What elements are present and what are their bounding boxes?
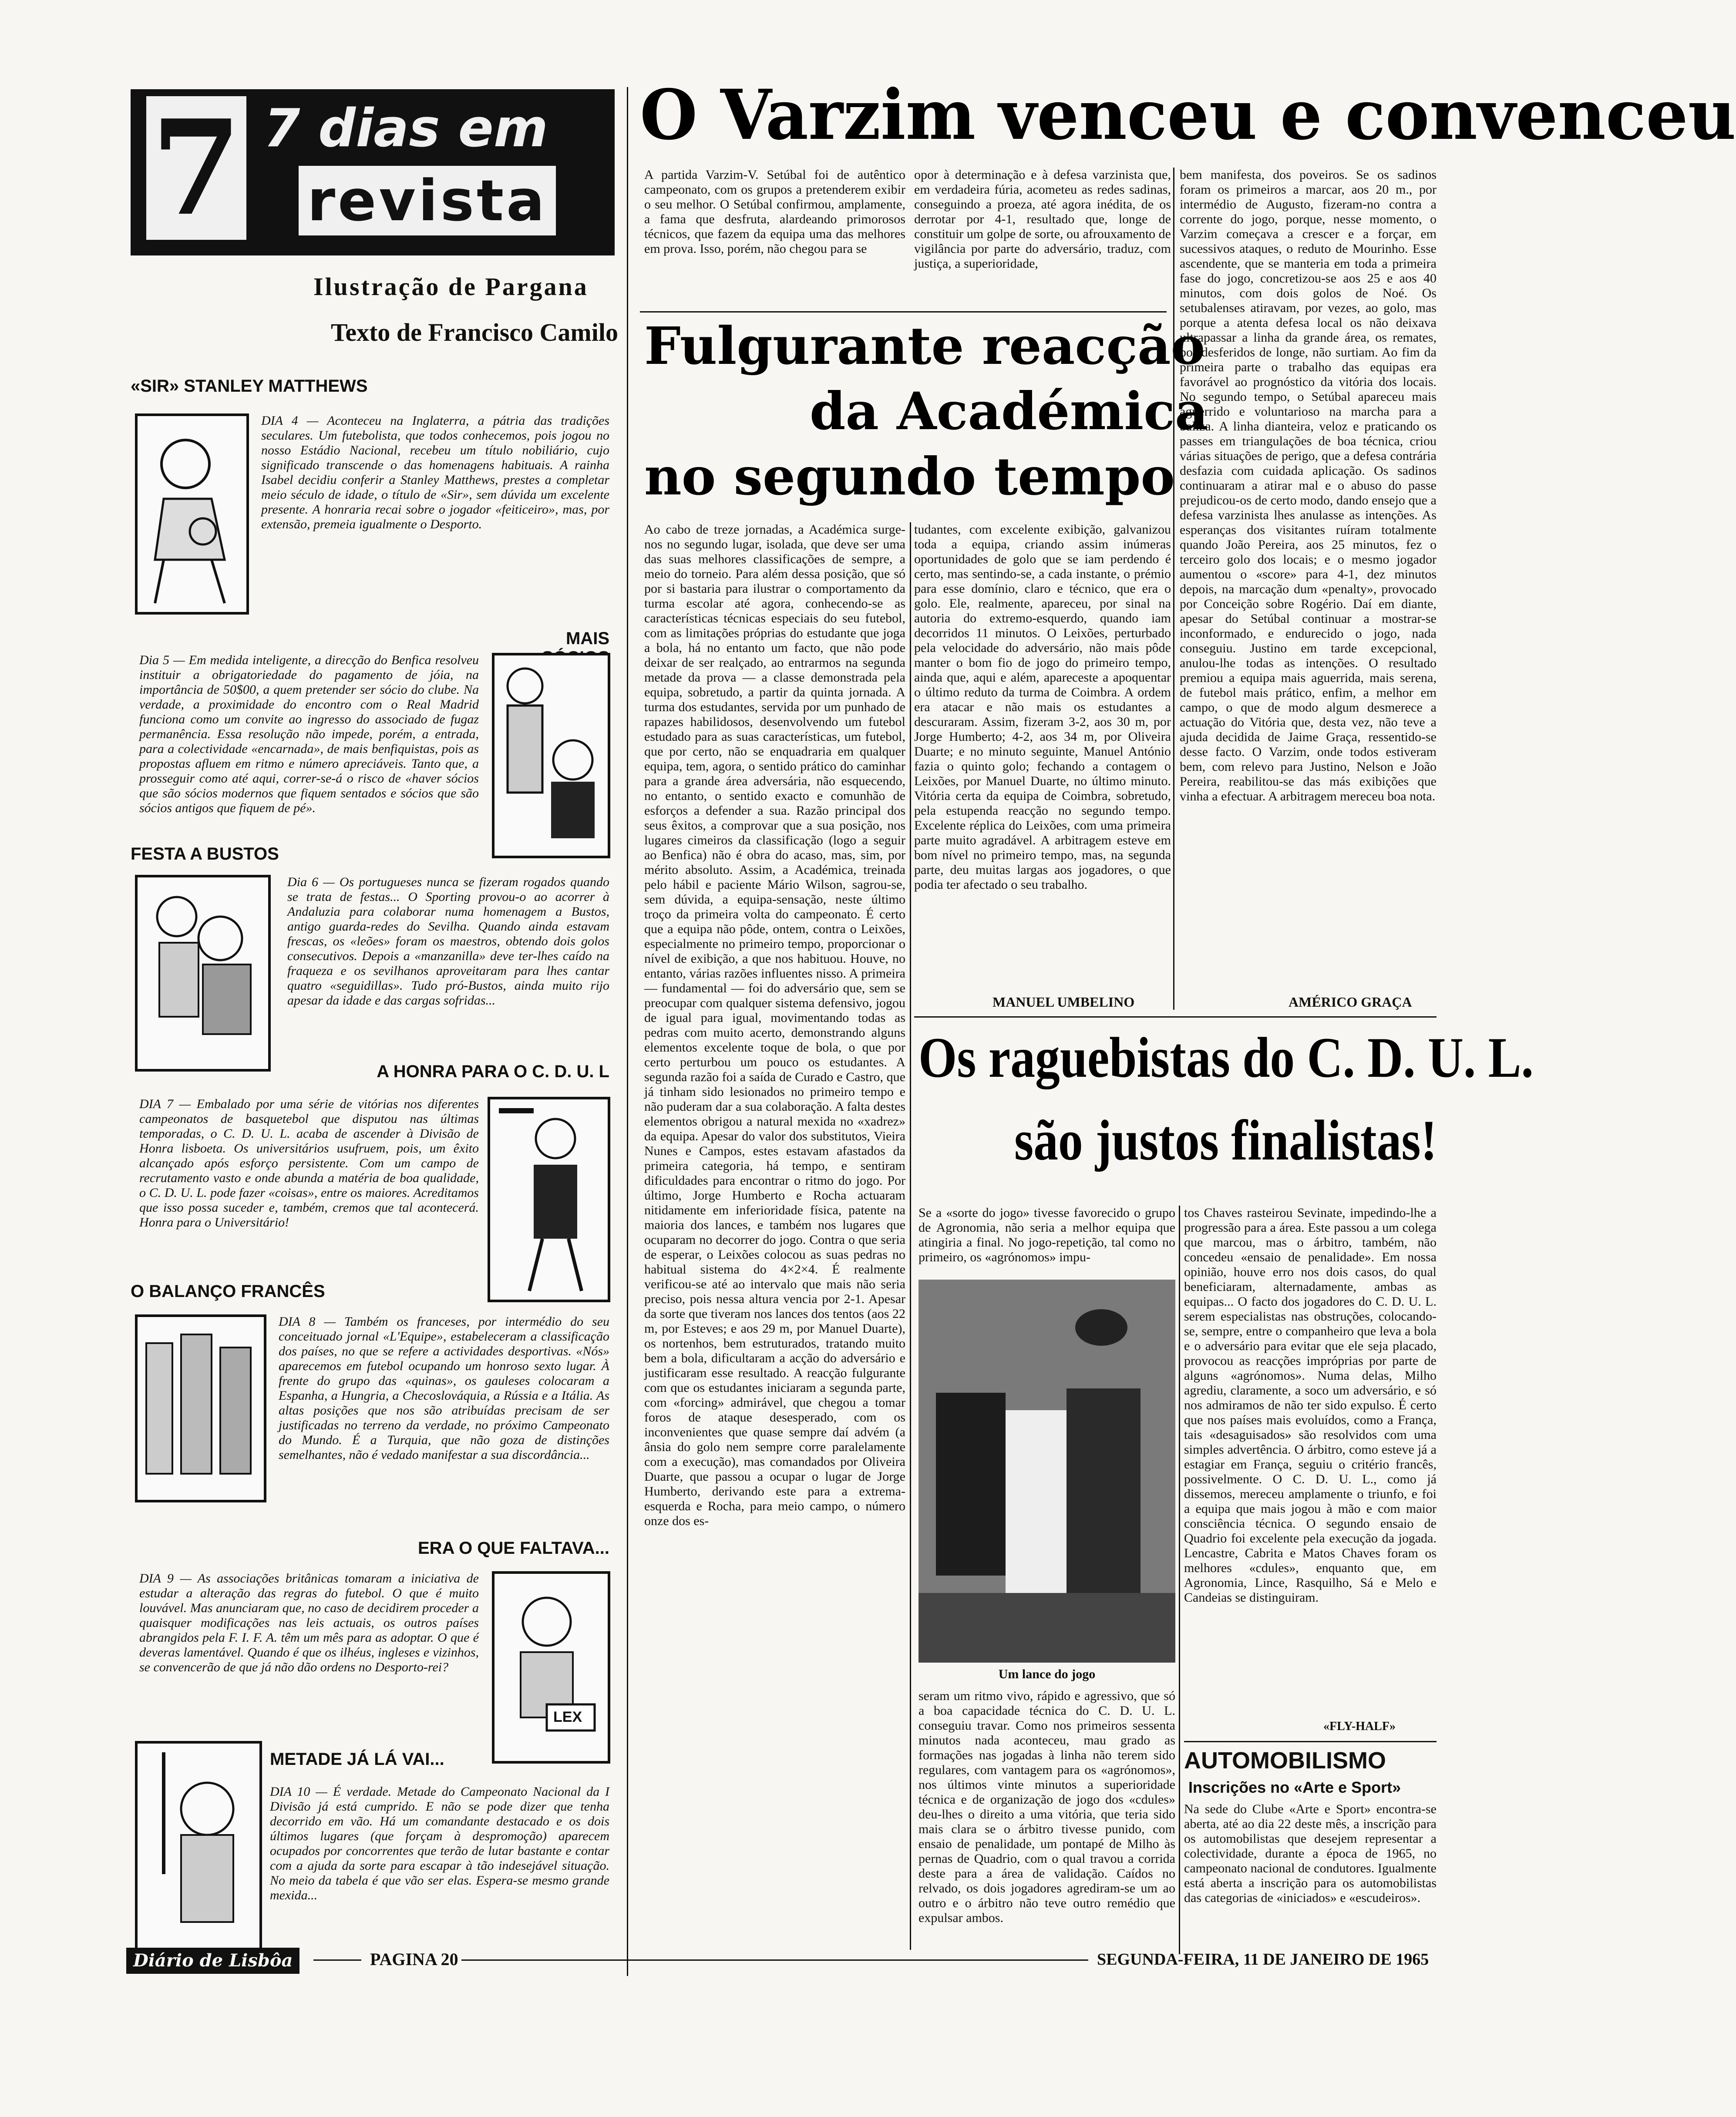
footer-rule-middle [461,1959,1088,1961]
masthead-title-line2: revista [299,166,556,235]
section-text: Dia 6 — Os portugueses nunca se fizeram rogados quando se trata de festas... O Sporting provou-o ao acorrer à Andaluzia para colaborar numa homenagem a Bustos, antigo guarda-redes do Sevilha. Quando ainda estavam frescas, os «leões» foram os maestros, obtendo dois golos consecutivos. Depois a «manzanilla» deve ter-lhes caído na fraqueza e os sevilhanos aproveitaram para lhes cantar quatro «seguidillas». Tudo pró-Bustos, ainda muito rijo apesar da idade e das cargas sofridas... [287,875,609,1008]
academica-byline: MANUEL UMBELINO [992,994,1135,1010]
auto-kicker: AUTOMOBILISMO [1184,1747,1386,1774]
masthead-box [131,89,615,255]
masthead-title-line1: 7 dias em [264,98,548,159]
rugby-col-right: tos Chaves rasteirou Sevinate, impedindo-lhe a progressão para a área. Este passou a um colega que marcou, mas o árbitro, também, não concedeu «ensaio de penalidade». Em nossa opinião, houve erro nos dois casos, do qual beneficiaram, alternadamente, ambas as equipas... O facto dos jogadores do C. D. U. L. serem especialistas nas obstruções, colocando-se, sempre, entre o companheiro que leva a bola e o adversário para evitar que ele seja placado, provocou as reacções impróprias por parte de alguns «agrónomos». Numa delas, Milho agrediu, claramente, a soco um adversário, e só nos admiramos de não ter sido expulso. É certo que nos países mais evoluídos, como a França, tais «desaguisados» são resolvidos com uma simples advertência. O árbitro, como esteve já a estagiar em França, seguiu o critério francês, possivelmente. O C. D. U. L., como já dissemos, mereceu amplamente o triunfo, e foi a equipa que mais jogou à mão e com maior consciência técnica. O segundo ensaio de Quadrio foi excelente pela execução da jogada. Lencastre, Cabrita e Matos Chaves foram os melhores «cdules», enquanto que, em Agronomia, Lince, Rasquilho, Sá e Melo e Candeias se distinguiram. [1184,1206,1437,1605]
academica-headline-2: da Académica [810,381,1208,441]
varzim-byline: AMÉRICO GRAÇA [1289,994,1412,1010]
rugby-headline-1: Os raguebistas do C. D. U. L. [918,1025,1534,1089]
rugby-intro: Se a «sorte do jogo» tivesse favorecido o grupo de Agronomia, não seria a melhor equipa que atingiria a final. No jogo-repetição, tal como no primeiro, os «agrónomos» impu- [918,1206,1175,1264]
varzim-col1: A partida Varzim-V. Setúbal foi de autêntico campeonato, com os grupos a pretenderem exibir o seu melhor. O Setúbal confirmou, amplamente, a fama que desfruta, alardeando primorosos técnicos, que fazem da equipa uma das melhores em prova. Isso, porém, não chegou para se [644,168,905,256]
varzim-col3: bem manifesta, dos poveiros. Se os sadinos foram os primeiros a marcar, aos 20 m., por intermédio de Augusto, fizeram-no contra a corrente do jogo, porque, nesse momento, o Varzim começava a crescer e a forçar, em sucessivos ataques, o reduto de Mourinho. Esse ascendente, que se manteria em toda a primeira fase do jogo, concretizou-se aos 25 e aos 40 minutos, com dois golos de Noé. Os setubalenses atiravam, por vezes, ao golo, mas porque a atenta defesa local os não deixava ultrapassar a linha da grande área, os remates, por desferidos de longe, não surtiam. Ao fim da primeira parte o trabalho das equipas era favorável ao prognóstico da vitória dos locais. No segundo tempo, o Setúbal apareceu mais aguerrido e voluntarioso na marcha para a baliza. A linha dianteira, veloz e praticando os passes em triangulações de boa técnica, criou várias situações de perigo, que a defesa contrária desfazia com cuidada aplicação. Os sadinos continuaram a atirar mal e o abuso do passe prejudicou-os de certo modo, dando ensejo que a defesa varzinista lhes anulasse as intenções. As esperanças dos visitantes ruíram totalmente quando João Pereira, aos 25 minutos, fez o terceiro golo dos locais; e o mesmo jogador aumentou o «score» para 4-1, dez minutos depois, na marcação dum «penalty», provocado por Conceição sobre Rogério. Daí em diante, apesar do Setúbal continuar a mostrar-se inconformado, e endurecido o jogo, nada conseguiu. Justino em tarde excepcional, anulou-lhe todas as intenções. O resultado premiou a equipa mais aguerrida, mais serena, de futebol mais prático, enfim, a melhor em campo, o que de modo algum desmerece a actuação do Vitória que, desta vez, não teve a ajuda decidida de Jaime Graça, ressentido-se desse facto. O Varzim, onde todos estiveram bem, com relevo para Justino, Nelson e João Pereira, reabilitou-se das más exibições que vinha a efectuar. A arbitragem mereceu boa nota. [1180,168,1437,803]
section-text: Dia 5 — Em medida inteligente, a direcção do Benfica resolveu instituir a obrigatoriedade do pagamento de jóia, na importância de 50$00, a quem pretender ser sócio do clube. Na verdade, a proximidade do encontro com o Real Madrid funciona como um convite ao ingresso do associado de fugaz permanência. Essa resolução não impede, porém, a entrada, para a colectividade «encarnada», de mais benfiquistas, pois as propostas afluem em ritmo e número apreciáveis. Tanto que, a prosseguir como até aqui, correr-se-á o risco de «haver sócios que são sócios modernos que fiquem sentados e sócios que são sócios antigos que fiquem de pé». [139,653,479,815]
bustos-illustration [135,875,271,1072]
auto-text: Na sede do Clube «Arte e Sport» encontra-se aberta, até ao dia 22 deste mês, a inscrição para os automobilistas que desejem representar a colectividade, durante a época de 1965, no campeonato nacional de condutores. Igualmente está aberta a inscrição para os automobilistas das categorias de «iniciados» e «escudeiros». [1184,1802,1437,1905]
lex-stamp-label: LEX [553,1709,582,1725]
section-title: MAIS [566,629,609,648]
varzim-headline: O Varzim venceu e convenceu [640,75,1736,155]
varzim-col2: opor à determinação e à defesa varzinista que, em verdadeira fúria, acometeu as redes sadinas, conseguindo a proeza, até agora inédita, de os derrotar por 4-1, resultado que, longe de constituir um golpe de sorte, ou afrouxamento de vigilância por parte do adversário, traduz, com justiça, a superioridade, [914,168,1171,271]
metade-illustration [135,1741,262,1955]
lex-illustration [492,1571,610,1764]
rugby-photo [918,1280,1175,1663]
illustration-credit: Ilustração de Pargana [313,272,589,301]
section-title: ERA O QUE FALTAVA... [418,1539,609,1558]
rugby-rule-top [914,1016,1437,1018]
rugby-col-bottom: seram um ritmo vivo, rápido e agressivo, que só a boa capacidade técnica do C. D. U. L. conseguiu travar. Como nos primeiros sessenta minutos nada aconteceu, mau grado as formações nas jogadas à linha não terem sido regulares, com vantagem para os «agrónomos», nos últimos vinte minutos a superioridade técnica e de organização de jogo dos «cdules» deu-lhes o direito a uma vitória, que teria sido mais clara se o árbitro tivesse punido, com ensaio de penalidade, um pontapé de Milho às pernas de Quadrio, com o qual travou a corrida deste para a área de validação. Caídos no relvado, os dois jogadores agrediram-se um ao outro e o árbitro não teve outro remédio que expulsar ambos. [918,1689,1175,1925]
text-credit: Texto de Francisco Camilo [331,318,618,346]
section-title: «SIR» STANLEY MATTHEWS [131,376,368,396]
section-title: FESTA A BUSTOS [131,844,279,864]
auto-headline: Inscrições no «Arte e Sport» [1188,1778,1401,1796]
rugby-photo-caption: Um lance do jogo [998,1667,1096,1681]
masthead-number: 7 [146,96,246,240]
sir-matthews-illustration [135,413,249,615]
academica-col-divider [910,522,911,1950]
french-balance-illustration [135,1314,266,1502]
section-text: DIA 9 — As associações britânicas tomaram a iniciativa de estudar a alteração das regras do futebol. O que é muito louvável. Mas anunciaram que, no caso de decidirem proceder a quaisquer modificações nas leis actuais, os outros países abrangidos pela F. I. F. A. têm um mês para as adoptar. O que é deveras lamentável. Quando é que os ilhéus, ingleses e vizinhos, se convencerão de que já não dão ordens no Desporto-rei? [139,1571,479,1674]
section-title: O BALANÇO FRANCÊS [131,1282,325,1301]
section-text: DIA 7 — Embalado por uma série de vitórias nos diferentes campeonatos de basquetebol que disputou nas últimas temporadas, o C. D. U. L. acaba de ascender à Divisão de Honra lisboeta. Os universitários usufruem, pois, um êxito alcançado após esforço persistente. Com um campo de recrutamento vasto e onde abunda a matéria de boa qualidade, o C. D. U. L. pode fazer «coisas», entre os maiores. Acreditamos que isso possa suceder e, também, cremos que tal acontecerá. Honra para o Universitário! [139,1097,479,1230]
section-text: DIA 8 — Também os franceses, por intermédio do seu conceituado jornal «L'Equipe», estabeleceram a classificação dos países, no que se refere a actividades desportivas. «Nós» aparecemos em futebol ocupando um honroso sexto lugar. À frente do grupo das «quinas», os gauleses colocaram a Espanha, a Hungria, a Checoslováquia, a Rússia e a Itália. As altas posições que nos são atribuídas precisam de ser justificadas no terreno da verdade, no próximo Campeonato do Mundo. É a Turquia, que não goza de distinções semelhantes, não é vedado manifestar a sua discordância... [279,1314,609,1462]
rugby-col-divider [1179,1206,1180,1954]
section-title: A HONRA PARA O C. D. U. L [377,1062,609,1081]
rugby-byline: «FLY-HALF» [1323,1720,1396,1733]
section-title: METADE JÁ LÁ VAI... [270,1750,444,1769]
academica-col2: tudantes, com excelente exibição, galvanizou toda a equipa, criando assim inúmeras oportunidades de golo que se iam perdendo é certo, mas sentindo-se, a cada instante, o prémio para esse domínio, claro e técnico, que era o golo. Ele, realmente, apareceu, por sinal na autoria do extremo-esquerdo, quando iam decorridos 11 minutos. O Leixões, perturbado pela velocidade do adversário, não mais pôde manter o bom fio de jogo do primeiro tempo, ainda que, aqui e além, apareceste a apoquentar o último reduto da turma de Coimbra. A ordem era atacar e não mais os estudantes a descuraram. Assim, fizeram 3-2, aos 30 m, por Jorge Humberto; 4-2, aos 34 m, por Oliveira Duarte; e no minuto seguinte, Manuel António fazia o quinto golo; fechando a contagem o Leixões, por Manuel Duarte, no último minuto. Vitória certa da equipa de Coimbra, sobretudo, pela estupenda reacção no segundo tempo. Excelente réplica do Leixões, com uma primeira parte muito agradável. A arbitragem esteve em bom nível no primeiro tempo, mas, na segunda parte, deu muitas largas aos jogadores, o que podia ter afectado o seu trabalho. [914,522,1171,892]
rugby-headline-2: são justos finalistas! [1014,1108,1437,1172]
basketball-illustration [488,1097,610,1302]
publication-logo: Diário de Lisbôa [126,1948,299,1974]
academica-headline-3: no segundo tempo [644,446,1175,507]
varzim-col-divider [1173,168,1174,1010]
section-text: DIA 10 — É verdade. Metade do Campeonato Nacional da I Divisão já está cumprido. E não se pode dizer que tenha decorrido em vão. Há um comandante destacado e os dois últimos lugares (que forçam à despromoção) aparecem ocupados por concorrentes que terão de lutar bastante e contar com a ajuda da sorte para escapar à tão indesejável situação. No meio da tabela é que vão ser elas. Espera-se mesmo grande mexida... [270,1784,609,1902]
socios-illustration [492,653,610,858]
section-text: DIA 4 — Aconteceu na Inglaterra, a pátria das tradições seculares. Um futebolista, que todos conhecemos, pois jogou no nosso Estádio Nacional, recebeu um título nobiliário, cujo significado transcende o das homenagens habituais. A rainha Isabel decidiu conferir a Stanley Matthews, prestes a completar meio século de idade, o título de «Sir», sem dúvida um excelente presente. A honraria recai sobre o jogador «feiticeiro», mas, por extensão, premeia igualmente o Desporto. [261,413,609,531]
page-label: PAGINA 20 [370,1949,458,1969]
academica-rule-top [640,311,1167,313]
footer-rule-left [313,1959,361,1961]
academica-col1: Ao cabo de treze jornadas, a Académica surge-nos no segundo lugar, isolada, que deve ser uma das suas melhores classificações de sempre, a meio do torneio. Para além dessa posição, que só por si bastaria para ilustrar o comportamento da turma escolar até agora, conhecendo-se as características técnicas especiais do seu futebol, com as limitações próprias do estudante que joga a bola, há no entanto um facto, que não pode deixar de ser realçado, ao entrarmos na segunda metade da prova — a classe demonstrada pela equipa, sobretudo, a partir da quinta jornada. A turma dos estudantes, servida por um punhado de rapazes habilidosos, desenvolvendo um futebol estudado para as suas características, um futebol, que por certo, não se enquadraria em qualquer equipa, tem, agora, o sentido prático do caminhar para a grande área adversária, não esquecendo, no entanto, o sentido exacto e comunhão de esforços a defender a sua. Razão principal dos seus êxitos, a comprovar que a sua posição, nos lugares cimeiros da classificação (logo a seguir ao Benfica) não é obra do acaso, mas, sim, por mérito absoluto. Assim, a Académica, treinada pelo hábil e paciente Mário Wilson, sagrou-se, sem dúvida, a equipa-sensação, neste último troço da primeira volta do campeonato. É certo que a equipa não pôde, ontem, contra o Leixões, especialmente no primeiro tempo, proporcionar o nível de exibição, a que nos habituou. Houve, no entanto, várias razões influentes nisso. A primeira — fundamental — foi do adversário que, sem se preocupar com qualquer sistema defensivo, jogou de igual para igual, movimentando todas as pedras com muito acerto, demonstrando alguns elementos excelente toque de bola, o que por certo perturbou um pouco os estudantes. A segunda razão foi a saída de Curado e Castro, que já tinham sido lesionados no primeiro tempo e não puderam dar a sua colaboração. A falta destes elementos obrigou a natural mexida no «xadrez» da equipa. Apesar do valor dos substitutos, Vieira Nunes e Campos, estes estavam afastados da primeira categoria, há tempo, e sentiram dificuldades para encontrar o ritmo do jogo. Por último, Jorge Humberto e Rocha actuaram nitidamente em inferioridade física, patente na maioria dos lances, e também nos lugares que ocuparam no decorrer do jogo. Contra o que seria de esperar, o Leixões colocou as suas pedras no habitual sistema do 4×2×4. É realmente verificou-se até ao intervalo que mais não seria preciso, pois nessa altura vencia por 2-1. Apesar da sorte que tiveram nos lances dos tentos (aos 22 m, por Esteves; e aos 29 m, por Manuel Duarte), os nortenhos, bem estruturados, tratando muito bem a bola, dificultaram a acção do adversário e justificaram esse resultado. A reacção fulgurante com que os estudantes iniciaram a segunda parte, com «forcing» admirável, que chegou a tomar foros de ataque desesperado, com os inconvenientes que quase sempre daí advém (a ânsia do golo nem sempre corre paralelamente com a execução), mas comandados por Oliveira Duarte, que passou a ocupar o lugar de Jorge Humberto, derivando este para a extrema-esquerda e Rocha, para meio campo, o número onze dos es- [644,522,905,1528]
auto-rule-top [1184,1741,1437,1742]
page-date: SEGUNDA-FEIRA, 11 DE JANEIRO DE 1965 [1097,1950,1429,1969]
academica-headline-1: Fulgurante reacção [644,316,1205,376]
left-column-divider [627,87,628,1976]
